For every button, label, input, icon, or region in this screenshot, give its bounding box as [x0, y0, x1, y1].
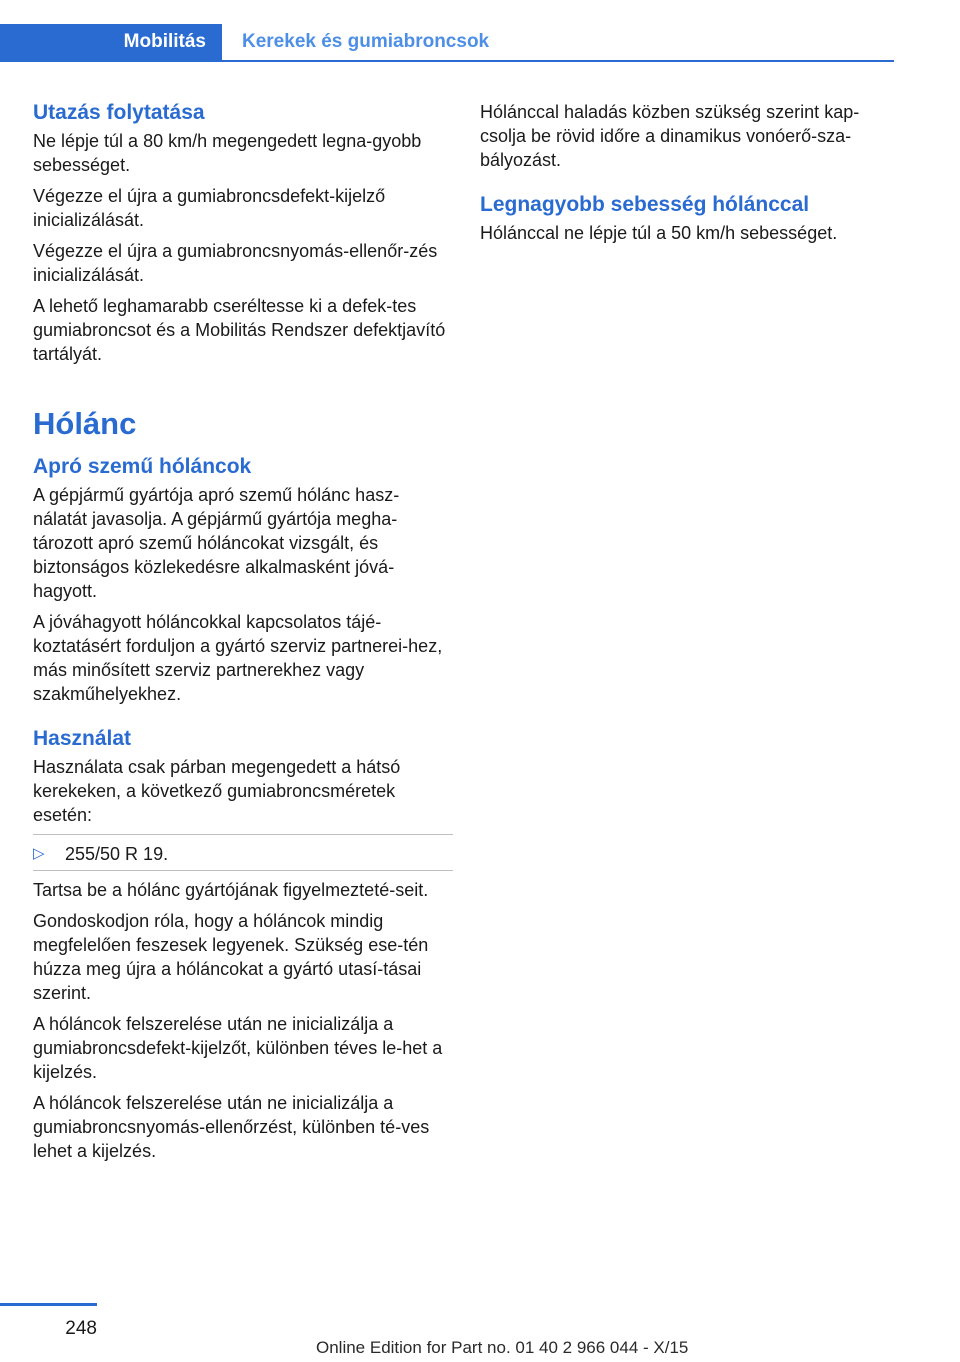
chapter-tab-label: Kerekek és gumiabroncsok	[242, 31, 490, 52]
left-column	[33, 100, 453, 1170]
footer-divider	[0, 1303, 97, 1306]
heading-holanc: Hólánc	[33, 406, 137, 441]
paragraph: Tartsa be a hólánc gyártójának figyelmezteté‐seit.	[33, 880, 429, 900]
list-item	[33, 842, 453, 866]
heading-hasznalat: Használat	[33, 727, 132, 750]
paragraph: Végezze el újra a gumiabroncsdefekt-kijelző inicializálását.	[33, 186, 386, 230]
heading-legnagyobb-sebesseg: Legnagyobb sebesség hólánccal	[480, 193, 810, 216]
right-column	[480, 100, 900, 252]
section-tab-label: Mobilitás	[123, 31, 206, 52]
paragraph: Gondoskodjon róla, hogy a hóláncok mindig megfelelően feszesek legyenek. Szükség ese‐tén húzza meg újra a hóláncokat a gyártó utasí‐tásai szerint.	[33, 911, 429, 1003]
paragraph: A jóváhagyott hóláncokkal kapcsolatos tájé‐koztatásért forduljon a gyártó szerviz partnerei‐hez, más minősített szerviz partnerekhez vagy szakműhelyekhez.	[33, 612, 443, 704]
list-divider-bottom	[33, 870, 453, 871]
chapter-tab-kerekek[interactable]	[224, 24, 894, 62]
page-number: 248	[65, 1318, 97, 1339]
header-divider	[0, 60, 894, 62]
edition-footer: Online Edition for Part no. 01 40 2 966 044 - X/15	[316, 1338, 689, 1357]
paragraph: A hóláncok felszerelése után ne inicializálja a gumiabroncsnyomás-ellenőrzést, különben té‐ves lehet a kijelzés.	[33, 1093, 430, 1161]
list-item-text: 255/50 R 19.	[65, 844, 169, 864]
list-divider-top	[33, 834, 453, 835]
paragraph: Használata csak párban megengedett a hátsó kerekeken, a következő gumiabroncsméretek esetén:	[33, 757, 401, 825]
page-header	[0, 0, 960, 62]
paragraph: Ne lépje túl a 80 km/h megengedett legna‐gyobb sebességet.	[33, 131, 422, 175]
heading-utazas-folytatasa: Utazás folytatása	[33, 101, 205, 124]
paragraph: A gépjármű gyártója apró szemű hólánc hasz‐nálatát javasolja. A gépjármű gyártója megha‐tározott apró szemű hóláncokat vizsgált, és biztonságos közlekedésre alkalmasként jóvá‐hagyott.	[33, 485, 400, 601]
paragraph: A lehető leghamarabb cseréltesse ki a defek‐tes gumiabroncsot és a Mobilitás Rendszer defektjavító tartályát.	[33, 296, 446, 364]
paragraph: A hóláncok felszerelése után ne inicializálja a gumiabroncsdefekt-kijelzőt, különben téves le‐het a kijelzés.	[33, 1014, 443, 1082]
section-tab-mobilitas[interactable]	[0, 24, 222, 62]
paragraph: Hólánccal haladás közben szükség szerint kap‐csolja be rövid időre a dinamikus vonóerő-sza‐bályozást.	[480, 102, 860, 170]
heading-apro-szemu-holancok: Apró szemű hóláncok	[33, 455, 252, 478]
paragraph: Hólánccal ne lépje túl a 50 km/h sebességet.	[480, 223, 838, 243]
paragraph: Végezze el újra a gumiabroncsnyomás-ellenőr‐zés inicializálását.	[33, 241, 438, 285]
triangle-bullet-icon: ▷	[33, 845, 45, 862]
